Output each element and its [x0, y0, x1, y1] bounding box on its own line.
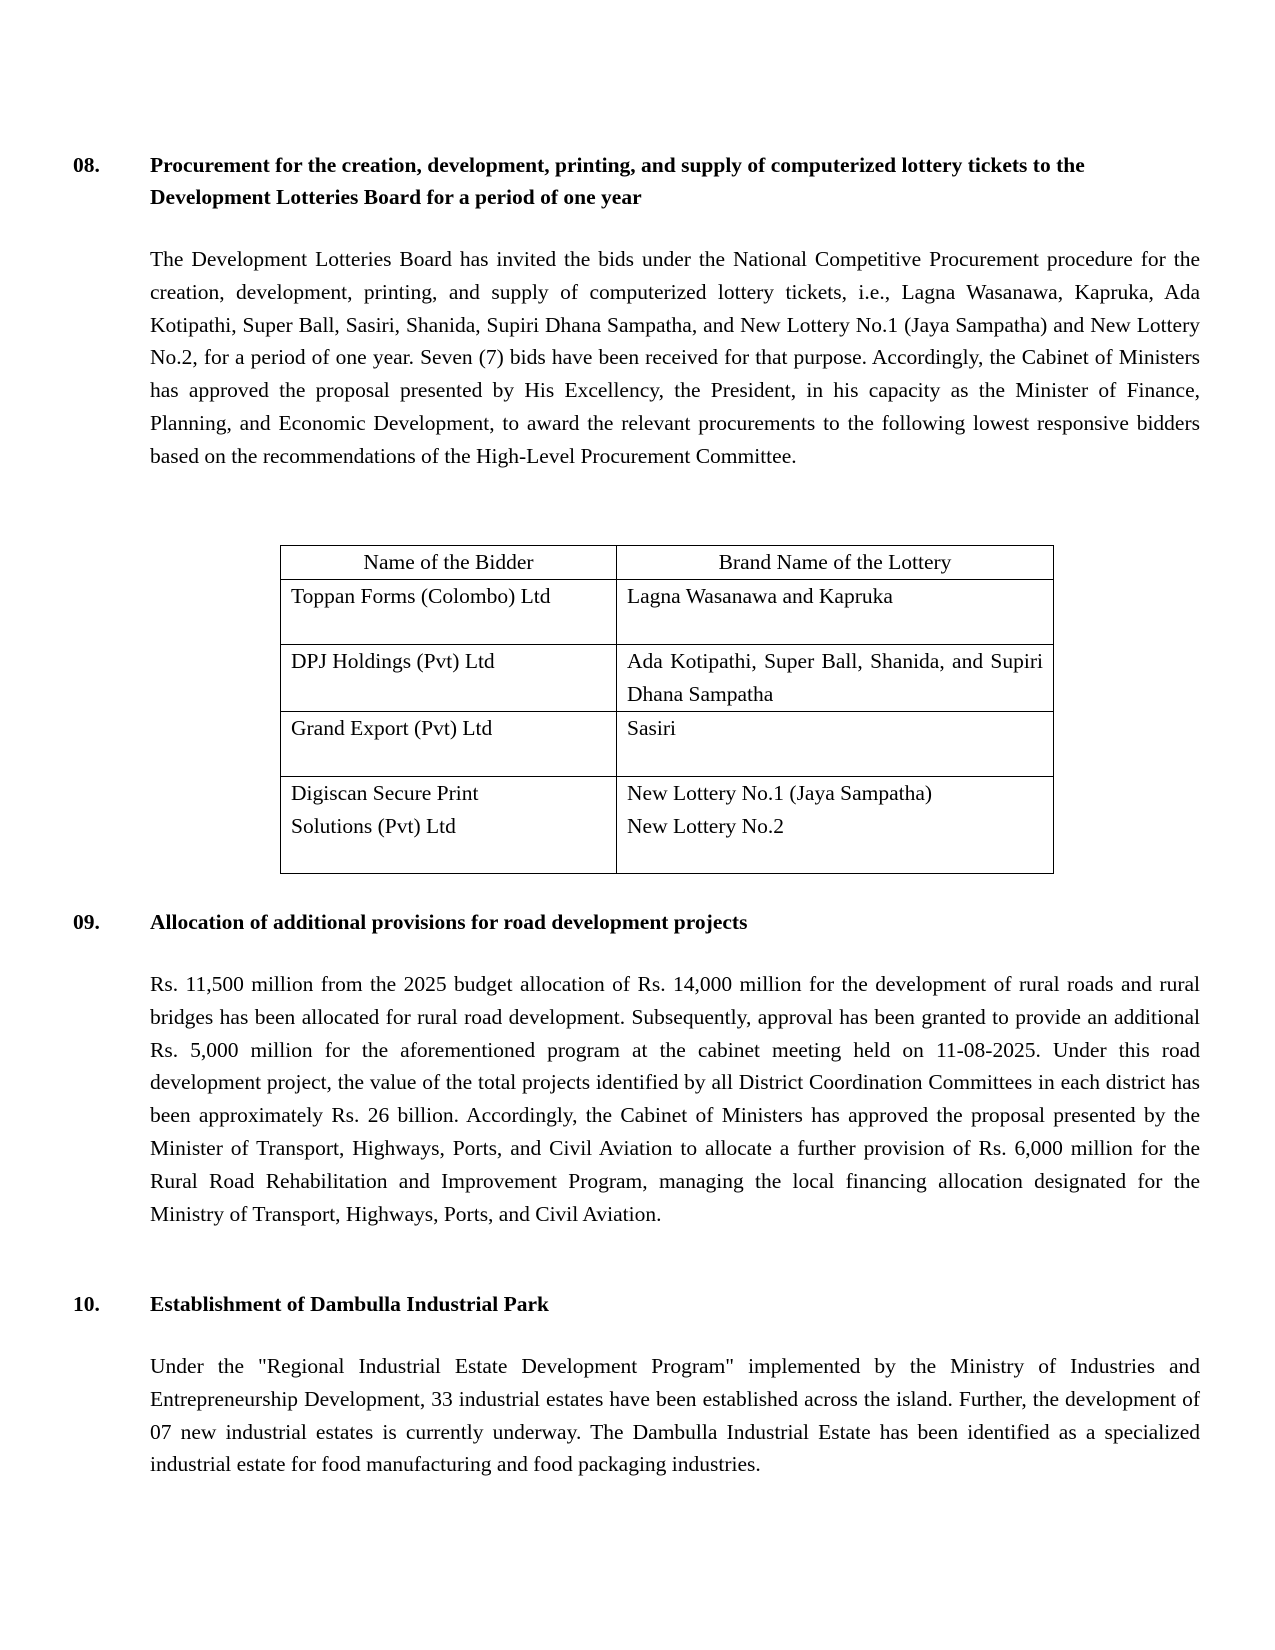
bidder-cell	[281, 579, 617, 644]
brand-cell	[617, 776, 1054, 873]
bidder-name-line-2: Solutions (Pvt) Ltd	[291, 813, 456, 838]
section-heading: Procurement for the creation, development, printing, and supply of computerized lottery tickets to the Development Lotteries Board for a period of one year	[150, 153, 1085, 209]
bidder-name: DPJ Holdings (Pvt) Ltd	[291, 648, 495, 673]
brand-name-line-2: New Lottery No.2	[627, 813, 785, 838]
brand-cell	[617, 579, 1054, 644]
section-09	[73, 906, 1203, 1230]
section-number: 09.	[73, 910, 100, 934]
section-body: The Development Lotteries Board has invited the bids under the National Competitive Procurement procedure for the creation, development, printing, and supply of computerized lottery tickets, i.e., Lagna Wasanawa, Kapruka, Ada Kotipathi, Super Ball, Sasiri, Shanida, Supiri Dhana Sampatha, and New Lottery No.1 (Jaya Sampatha) and New Lottery No.2, for a period of one year. Seven (7) bids have been received for that purpose. Accordingly, the Cabinet of Ministers has approved the proposal presented by His Excellency, the President, in his capacity as the Minister of Finance, Planning, and Economic Development, to award the relevant procurements to the following lowest responsive bidders based on the recommendations of the High-Level Procurement Committee.	[150, 247, 1200, 468]
brand-cell	[617, 644, 1054, 711]
bidder-name: Grand Export (Pvt) Ltd	[291, 715, 493, 740]
section-body: Rs. 11,500 million from the 2025 budget allocation of Rs. 14,000 million for the development of rural roads and rural bridges has been allocated for rural road development. Subsequently, approval has been granted to provide an additional Rs. 5,000 million for the aforementioned program at the cabinet meeting held on 11-08-2025. Under this road development project, the value of the total projects identified by all District Coordination Committees in each district has been approximately Rs. 26 billion. Accordingly, the Cabinet of Ministers has approved the proposal presented by the Minister of Transport, Highways, Ports, and Civil Aviation to allocate a further provision of Rs. 6,000 million for the Rural Road Rehabilitation and Improvement Program, managing the local financing allocation designated for the Ministry of Transport, Highways, Ports, and Civil Aviation.	[150, 972, 1200, 1226]
table-row	[281, 644, 1054, 711]
bidder-cell	[281, 776, 617, 873]
table-row	[281, 776, 1054, 873]
section-number: 08.	[73, 153, 100, 177]
section-10	[73, 1288, 1203, 1481]
brand-name: Ada Kotipathi, Super Ball, Shanida, and Supiri Dhana Sampatha	[627, 648, 1043, 706]
section-heading: Allocation of additional provisions for road development projects	[150, 910, 748, 934]
section-heading: Establishment of Dambulla Industrial Park	[150, 1292, 550, 1316]
bidder-cell	[281, 711, 617, 776]
table-row	[281, 579, 1054, 644]
header-brand: Brand Name of the Lottery	[617, 546, 1054, 580]
brand-name: Lagna Wasanawa and Kapruka	[627, 583, 893, 608]
table-header-row	[281, 546, 1054, 580]
header-bidder: Name of the Bidder	[281, 546, 617, 580]
brand-cell	[617, 711, 1054, 776]
brand-name: Sasiri	[627, 715, 676, 740]
section-number: 10.	[73, 1292, 100, 1316]
brand-name-line-1: New Lottery No.1 (Jaya Sampatha)	[627, 780, 933, 805]
table-row	[281, 711, 1054, 776]
section-body: Under the "Regional Industrial Estate Development Program" implemented by the Ministry of Industries and Entrepreneurship Development, 33 industrial estates have been established across the island. Further, the development of 07 new industrial estates is currently underway. The Dambulla Industrial Estate has been identified as a specialized industrial estate for food manufacturing and food packaging industries.	[150, 1354, 1200, 1477]
section-08	[73, 149, 1203, 473]
bidder-name-line-1: Digiscan Secure Print	[291, 780, 479, 805]
bidder-cell	[281, 644, 617, 711]
bidder-table	[280, 545, 1054, 874]
bidder-name: Toppan Forms (Colombo) Ltd	[291, 583, 551, 608]
